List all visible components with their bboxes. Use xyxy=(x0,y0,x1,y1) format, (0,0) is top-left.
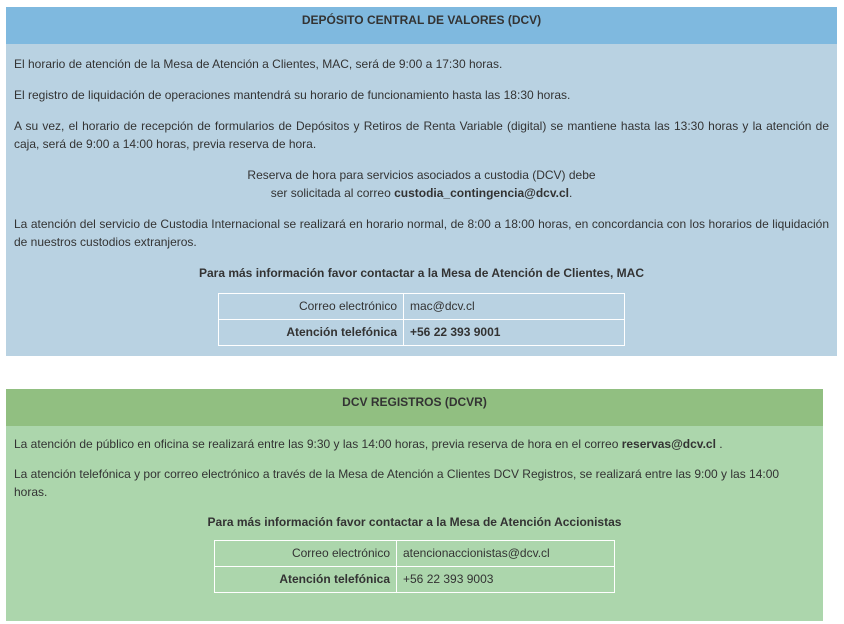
dcv-panel-body xyxy=(6,55,837,346)
dcvr-phone-label: Atención telefónica xyxy=(215,567,397,593)
dcv-email-label: Correo electrónico xyxy=(219,294,404,320)
dcvr-paragraph-phone-hours: La atención telefónica y por correo electrónico a través de la Mesa de Atención a Clientes DCV Registros, se realizará entre las 9:00 y las 14:00 horas. xyxy=(14,467,780,499)
dcvr-panel-title: DCV REGISTROS (DCVR) xyxy=(6,389,823,426)
dcv-email-value[interactable]: mac@dcv.cl xyxy=(404,294,625,320)
dcv-panel-title: DEPÓSITO CENTRAL DE VALORES (DCV) xyxy=(6,7,837,44)
dcvr-paragraph-office-hours xyxy=(14,435,815,453)
dcv-paragraph-mac-hours: El horario de atención de la Mesa de Atención a Clientes, MAC, será de 9:00 a 17:30 horas. xyxy=(14,57,503,71)
dcv-paragraph-custody-reservation xyxy=(14,166,829,202)
dcv-contact-heading: Para más información favor contactar a la Mesa de Atención de Clientes, MAC xyxy=(198,266,645,280)
table-row xyxy=(215,541,615,567)
dcvr-panel-body xyxy=(6,435,823,593)
table-row xyxy=(219,294,625,320)
custody-reservation-line1: Reserva de hora para servicios asociados a custodia (DCV) debe xyxy=(247,168,596,182)
table-row xyxy=(215,567,615,593)
dcv-contact-table xyxy=(218,293,625,346)
dcv-paragraph-settlement-hours: El registro de liquidación de operaciones mantendrá su horario de funcionamiento hasta las 18:30 horas. xyxy=(14,88,571,102)
custody-reservation-line2: ser solicitada al correo xyxy=(270,186,395,200)
dcvr-phone-value[interactable]: +56 22 393 9003 xyxy=(397,567,615,593)
dcv-phone-label: Atención telefónica xyxy=(219,320,404,346)
table-row xyxy=(219,320,625,346)
dcv-phone-value[interactable]: +56 22 393 9001 xyxy=(404,320,625,346)
dcvr-office-hours-text: La atención de público en oficina se realizará entre las 9:30 y las 14:00 horas, previa reserva de hora en el correo xyxy=(14,437,622,451)
dcv-paragraph-forms-hours: A su vez, el horario de recepción de formularios de Depósitos y Retiros de Renta Variable (digital) se mantiene hasta las 13:30 horas y la atención de caja, será de 9:00 a 14:00 horas, previa reserva de hora. xyxy=(14,119,829,151)
dcvr-office-hours-suffix: . xyxy=(715,437,723,451)
custody-email-link[interactable]: custodia_contingencia@dcv.cl xyxy=(394,186,569,200)
dcvr-contact-heading: Para más información favor contactar a la Mesa de Atención Accionistas xyxy=(207,515,622,529)
dcvr-email-value[interactable]: atencionaccionistas@dcv.cl xyxy=(397,541,615,567)
dcv-paragraph-international-custody: La atención del servicio de Custodia Internacional se realizará en horario normal, de 8:00 a 18:00 horas, en concordancia con los horarios de liquidación de nuestros custodios extranjeros. xyxy=(14,217,829,249)
dcvr-contact-table xyxy=(214,540,615,593)
dcvr-email-label: Correo electrónico xyxy=(215,541,397,567)
reservas-email-link[interactable]: reservas@dcv.cl xyxy=(621,437,716,451)
dcv-panel xyxy=(6,7,837,356)
custody-reservation-suffix: . xyxy=(568,186,573,200)
dcvr-panel xyxy=(6,389,823,621)
